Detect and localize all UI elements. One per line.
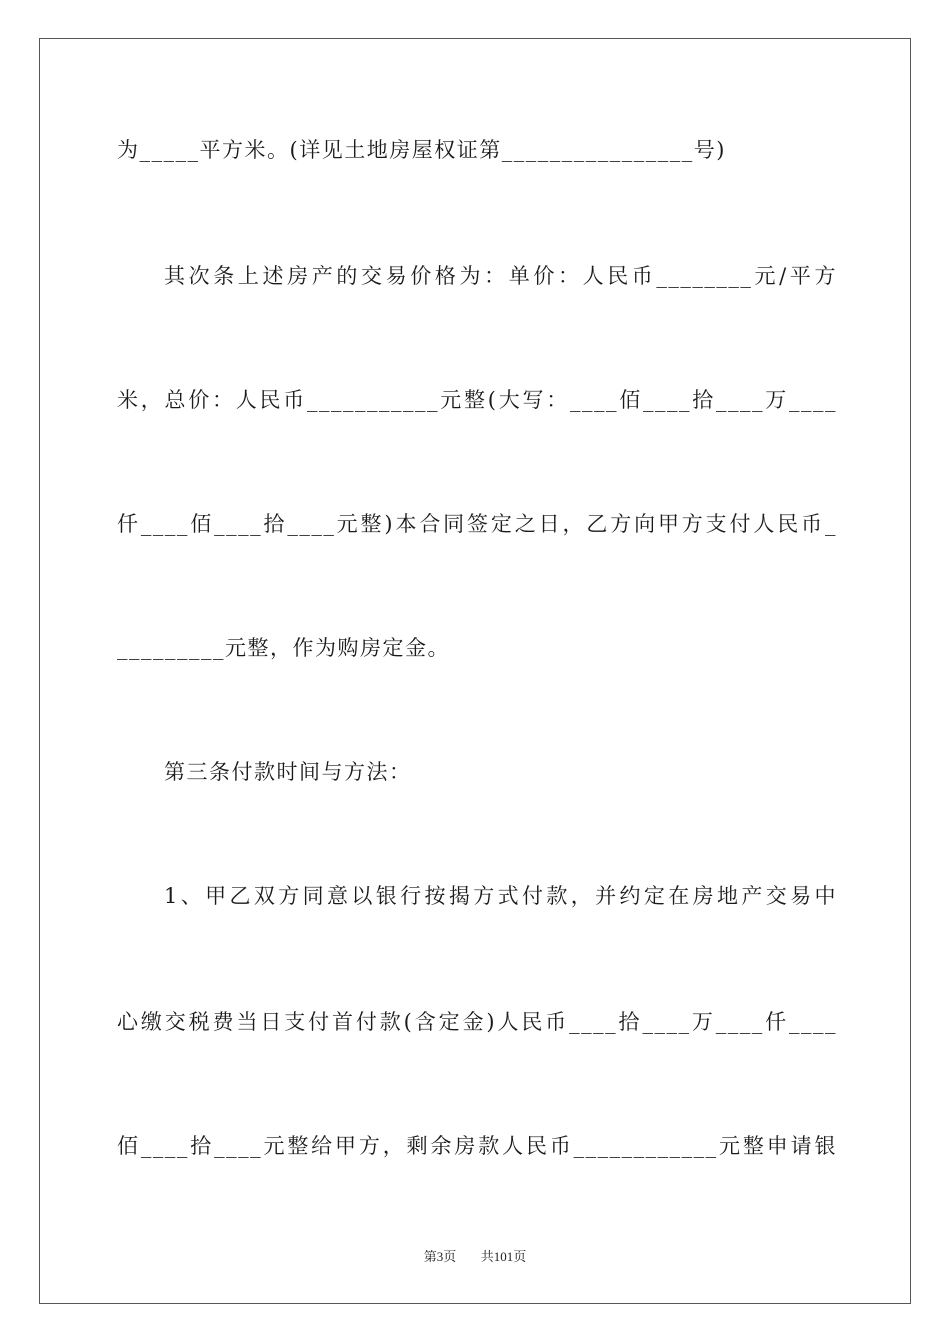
paragraph-line-1: 为_____平方米。(详见土地房屋权证第________________号) xyxy=(117,138,726,162)
paragraph-line-3: 米，总价：人民币___________元整(大写：____佰____拾____万____ xyxy=(117,388,837,412)
section-heading: 第三条付款时间与方法： xyxy=(164,760,412,784)
page-footer xyxy=(0,1248,950,1266)
paragraph-line-7: 1、甲乙双方同意以银行按揭方式付款，并约定在房地产交易中 xyxy=(164,884,837,908)
page-border xyxy=(39,38,911,1304)
paragraph-line-5: _________元整，作为购房定金。 xyxy=(117,636,450,660)
page-number: 第3页 xyxy=(423,1249,457,1264)
paragraph-line-8: 心缴交税费当日支付首付款(含定金)人民币____拾____万____仟____ xyxy=(117,1010,837,1034)
page-total: 共101页 xyxy=(480,1249,527,1264)
paragraph-line-2: 其次条上述房产的交易价格为：单价：人民币________元/平方 xyxy=(164,264,837,288)
paragraph-line-9: 佰____拾____元整给甲方，剩余房款人民币____________元整申请银 xyxy=(117,1134,837,1158)
paragraph-line-4: 仟____佰____拾____元整)本合同签定之日，乙方向甲方支付人民币_ xyxy=(117,512,837,536)
